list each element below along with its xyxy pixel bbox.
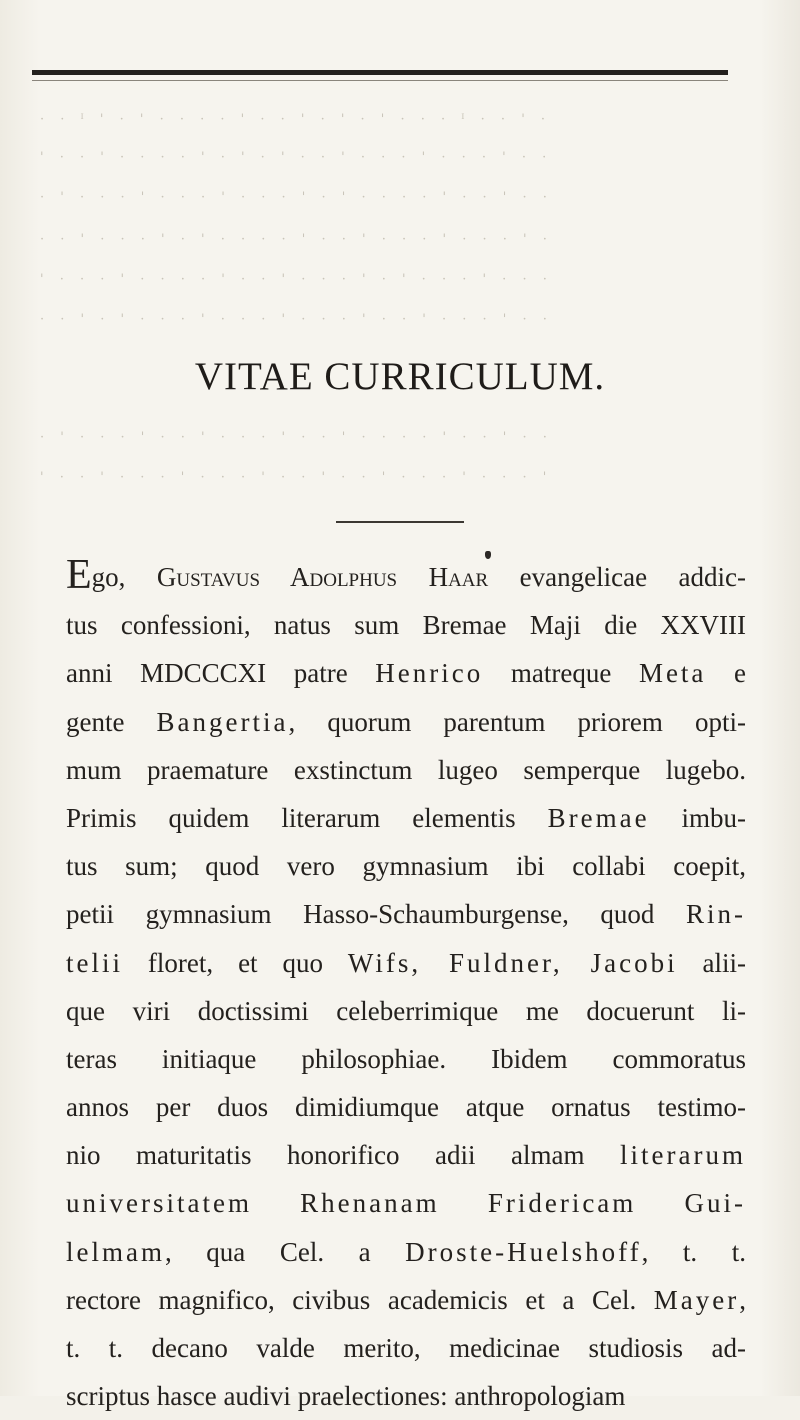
text-line bbox=[66, 1324, 746, 1372]
spaced-name: universitatem Rhenanam Fridericam Gui- bbox=[66, 1188, 746, 1219]
text-line bbox=[66, 698, 746, 746]
top-border-rule-thin bbox=[32, 80, 728, 81]
bleed-through-text: · · ' · · · ' · ' · · · · ' · · ' · · · ' · · · ' · bbox=[40, 232, 553, 247]
text-line bbox=[66, 987, 746, 1035]
text-run: , bbox=[739, 1284, 746, 1315]
text-run: Primis quidem literarum elementis bbox=[66, 802, 548, 833]
bleed-through-text: · ' · · · ' · · · ' · · · ' · ' · · · · ' · · ' · · bbox=[40, 190, 553, 205]
text-line bbox=[66, 1276, 746, 1324]
text-run: gente bbox=[66, 706, 157, 737]
text-run: e bbox=[706, 658, 747, 689]
spaced-name: literarum bbox=[620, 1140, 746, 1171]
spaced-name: telii bbox=[66, 947, 123, 978]
bleed-through-text: ' · · ' · · · ' · · · ' · · ' · · ' · · · ' · · · ' bbox=[40, 470, 553, 485]
text-run: evangelicae addic- bbox=[488, 562, 746, 592]
text-line bbox=[66, 1372, 746, 1420]
text-run: tus sum; quod vero gymnasium ibi collabi coepit, bbox=[66, 851, 746, 882]
top-border-rule bbox=[32, 70, 728, 75]
text-run: rectore magnifico, civibus academicis et a Cel. bbox=[66, 1284, 654, 1315]
text-run: matreque bbox=[483, 658, 639, 689]
page-title: VITAE CURRICULUM. bbox=[194, 355, 606, 398]
author-name: Gustavus Adolphus Haar bbox=[156, 562, 489, 592]
spaced-name: Wifs, Fuldner, Jacobi bbox=[347, 947, 678, 978]
spaced-name: Rin- bbox=[685, 899, 746, 930]
text-run: annos per duos dimidiumque atque ornatus testimo- bbox=[66, 1092, 746, 1123]
body-text bbox=[66, 553, 746, 1420]
bleed-through-text: · · ' · ' · · · ' · · · ' · · · ' · · ' · · · ' · · bbox=[40, 312, 553, 327]
text-run: mum praemature exstinctum lugeo semperque lugebo. bbox=[66, 754, 746, 785]
spaced-name: lelmam bbox=[66, 1236, 165, 1267]
text-line bbox=[66, 794, 746, 842]
text-run: petii gymnasium Hasso-Schaumburgense, quod bbox=[66, 899, 686, 930]
text-run: anni MDCCCXI patre bbox=[66, 658, 376, 689]
text-line bbox=[66, 1131, 746, 1179]
spaced-name: Mayer bbox=[653, 1284, 740, 1315]
drop-cap: E bbox=[66, 552, 92, 598]
text-line bbox=[66, 1228, 746, 1276]
bleed-through-text: ' · · ' · · · · ' · ' · ' · · ' · · · ' · · · ' · · bbox=[40, 150, 553, 165]
text-run: que viri doctissimi celeberrimique me docuerunt li- bbox=[66, 995, 746, 1026]
text-line bbox=[66, 939, 746, 987]
text-line bbox=[66, 746, 746, 794]
text-line bbox=[66, 553, 746, 601]
title-divider bbox=[336, 521, 464, 523]
spaced-name: Droste-Huelshoff bbox=[405, 1236, 642, 1267]
text-run: alii- bbox=[677, 947, 746, 978]
text-run: go, bbox=[91, 562, 157, 592]
text-run: , quorum parentum priorem opti- bbox=[288, 706, 746, 737]
text-run: floret, et quo bbox=[123, 947, 348, 978]
spaced-name: Bremae bbox=[547, 802, 650, 833]
text-line bbox=[66, 1083, 746, 1131]
bleed-through-text: · · ᴵ ' · ' · · · · ' · · ' · ' · ' · · · ᴵ · · ' · bbox=[40, 112, 552, 127]
spaced-name: Bangertia bbox=[156, 706, 289, 737]
spaced-name: Henrico bbox=[375, 658, 484, 689]
bleed-through-text: ' · · · ' · · · · ' · · ' · · · ' · ' · · · ' · · · bbox=[40, 272, 553, 287]
text-line bbox=[66, 601, 746, 649]
text-run: tus confessioni, natus sum Bremae Maji die XXVIII bbox=[66, 610, 746, 641]
text-line bbox=[66, 1179, 746, 1227]
text-run: t. t. decano valde merito, medicinae studiosis ad- bbox=[66, 1333, 746, 1363]
text-line bbox=[66, 1035, 746, 1083]
bleed-through-text: · ' · · · ' · · ' · · · ' · · ' · · · · ' · · ' · · bbox=[40, 430, 553, 445]
text-run: nio maturitatis honorifico adii almam bbox=[66, 1140, 621, 1171]
spaced-name: Meta bbox=[638, 658, 707, 689]
text-run: , qua Cel. a bbox=[164, 1236, 406, 1267]
text-line bbox=[66, 842, 746, 890]
text-run: teras initiaque philosophiae. Ibidem commoratus bbox=[66, 1043, 746, 1074]
text-run: imbu- bbox=[649, 802, 746, 833]
text-run: scriptus hasce audivi praelectiones: anthropologiam bbox=[66, 1381, 626, 1412]
text-line bbox=[66, 649, 746, 697]
text-run: , t. t. bbox=[641, 1236, 746, 1267]
text-line bbox=[66, 890, 746, 938]
